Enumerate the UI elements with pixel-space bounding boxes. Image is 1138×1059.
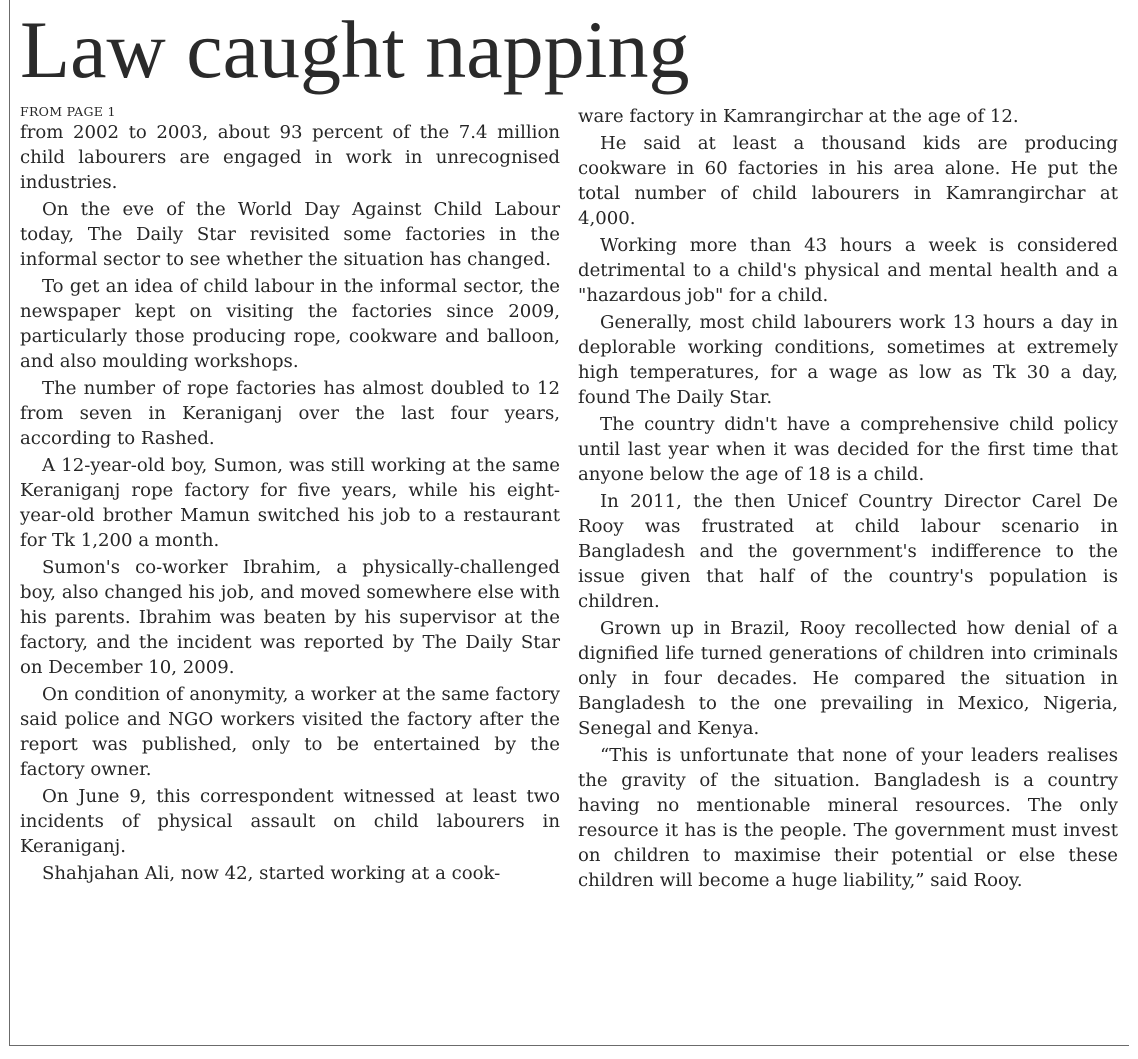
bottom-rule: [9, 1045, 1129, 1046]
article-column-right: [578, 104, 1118, 893]
left-column-rule: [9, 0, 10, 1046]
paragraph: “This is unfortunate that none of your leaders realises the gravity of the situation. Bangladesh is a country having no mentionable mineral resources. The only resource it has is the people. The government must invest on children to maximise their potential or else these children will become a huge liability,” said Rooy.: [578, 745, 1118, 891]
headline: Law caught napping: [20, 4, 690, 95]
paragraph: On June 9, this correspondent witnessed at least two incidents of physical assault on child labourers in Keraniganj.: [20, 786, 560, 857]
paragraph: Sumon's co-worker Ibrahim, a physically-challenged boy, also changed his job, and moved somewhere else with his parents. Ibrahim was beaten by his supervisor at the factory, and the incident was reported by The Daily Star on December 10, 2009.: [20, 557, 560, 678]
kicker-from-page: FROM PAGE 1: [20, 104, 116, 119]
paragraph: To get an idea of child labour in the informal sector, the newspaper kept on visiting the factories since 2009, particularly those producing rope, cookware and balloon, and also moulding workshops.: [20, 276, 560, 372]
paragraph: On condition of anonymity, a worker at the same factory said police and NGO workers visited the factory after the report was published, only to be entertained by the factory owner.: [20, 684, 560, 780]
paragraph: The country didn't have a comprehensive child policy until last year when it was decided for the first time that anyone below the age of 18 is a child.: [578, 414, 1118, 485]
paragraph: Grown up in Brazil, Rooy recollected how denial of a dignified life turned generations of children into criminals only in four decades. He compared the situation in Bangladesh to the one prevailing in Mexico, Nigeria, Senegal and Kenya.: [578, 618, 1118, 739]
paragraph: Working more than 43 hours a week is considered detrimental to a child's physical and mental health and a "hazardous job" for a child.: [578, 235, 1118, 306]
paragraph: Generally, most child labourers work 13 hours a day in deplorable working conditions, sometimes at extremely high temperatures, for a wage as low as Tk 30 a day, found The Daily Star.: [578, 312, 1118, 408]
paragraph: ware factory in Kamrangirchar at the age of 12.: [578, 106, 1019, 127]
paragraph: In 2011, the then Unicef Country Director Carel De Rooy was frustrated at child labour scenario in Bangladesh and the government's indifference to the issue given that half of the country's population is children.: [578, 491, 1118, 612]
paragraph: A 12-year-old boy, Sumon, was still working at the same Keraniganj rope factory for five years, while his eight-year-old brother Mamun switched his job to a restaurant for Tk 1,200 a month.: [20, 455, 560, 551]
paragraph: On the eve of the World Day Against Child Labour today, The Daily Star revisited some factories in the informal sector to see whether the situation has changed.: [20, 199, 560, 270]
paragraph: from 2002 to 2003, about 93 percent of the 7.4 million child labourers are engaged in work in unrecognised industries.: [20, 122, 560, 193]
paragraph: He said at least a thousand kids are producing cookware in 60 factories in his area alone. He put the total number of child labourers in Kamrangirchar at 4,000.: [578, 133, 1118, 229]
paragraph: Shahjahan Ali, now 42, started working at a cook-: [42, 863, 501, 884]
paragraph: The number of rope factories has almost doubled to 12 from seven in Keraniganj over the last four years, according to Rashed.: [20, 378, 560, 449]
article-column-left: [20, 104, 560, 886]
